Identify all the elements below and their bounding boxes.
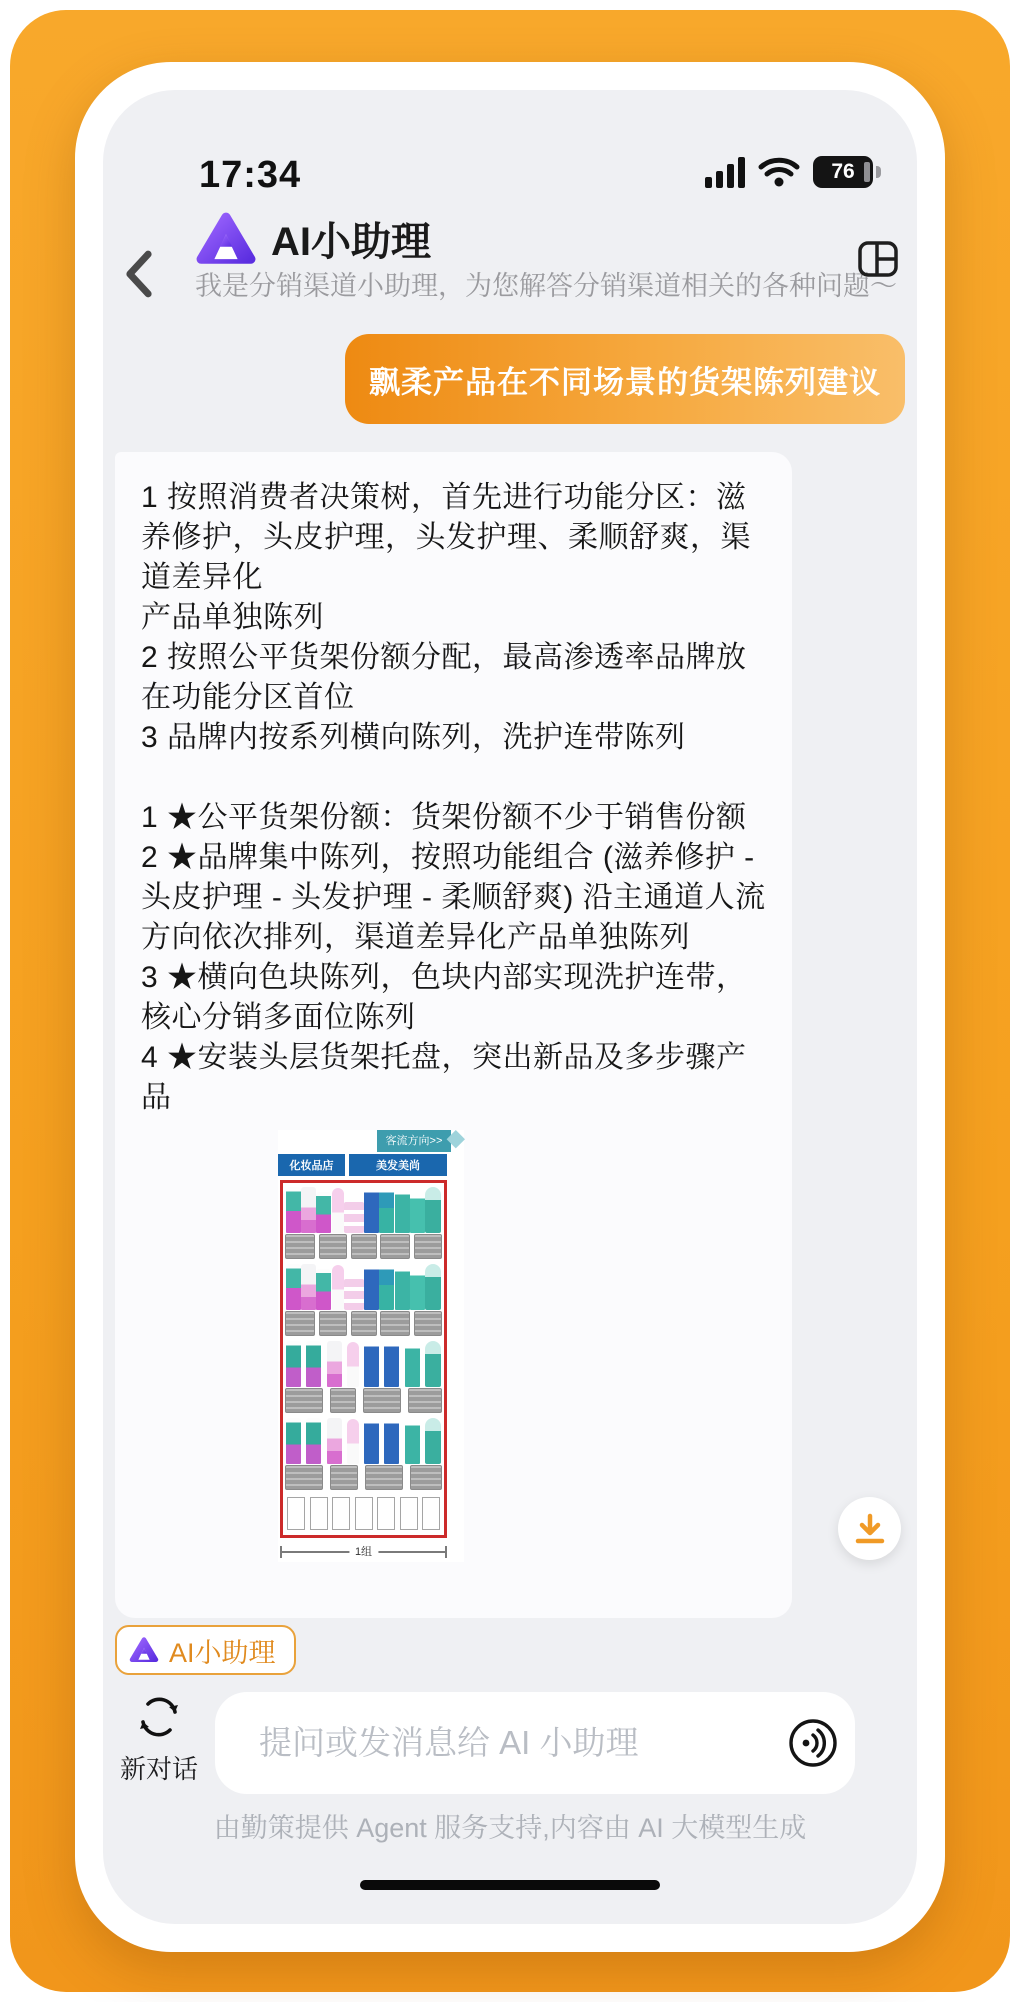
voice-input-icon[interactable] <box>787 1717 839 1769</box>
dimension-label: 1组 <box>349 1544 378 1560</box>
download-button[interactable] <box>838 1497 901 1560</box>
ai-paragraph: 4 ★安装头层货架托盘，突出新品及多步骤产品 <box>141 1041 747 1114</box>
ai-message-bubble <box>115 452 792 1618</box>
assistant-subtitle: 我是分销渠道小助理，为您解答分销渠道相关的各种问题～ <box>195 271 897 301</box>
new-chat-label: 新对话 <box>119 1754 198 1784</box>
status-bar <box>103 148 917 200</box>
shelf-product-row <box>285 1263 442 1310</box>
home-indicator[interactable] <box>360 1880 660 1890</box>
message-input[interactable] <box>259 1692 739 1794</box>
ai-paragraph: 产品单独陈列 <box>141 601 324 634</box>
ai-paragraph: 3 品牌内按系列横向陈列，洗护连带陈列 <box>141 721 686 754</box>
phone-frame <box>75 62 945 1952</box>
service-disclaimer: 由勤策提供 Agent 服务支持,内容由 AI 大模型生成 <box>213 1813 807 1843</box>
user-message-text: 飘柔产品在不同场景的货架陈列建议 <box>369 364 881 400</box>
assistant-logo-icon <box>129 1636 159 1664</box>
shelf-label-row <box>285 1311 442 1338</box>
flow-direction-banner <box>377 1130 451 1152</box>
shelf-grid <box>280 1180 447 1538</box>
assistant-badge <box>115 1625 296 1675</box>
shelf-product-row <box>285 1340 442 1387</box>
chat-header <box>103 202 917 302</box>
shelf-product-row <box>285 1417 442 1464</box>
wifi-icon <box>758 156 800 188</box>
section-header-cosmetics-store: 化妆品店 <box>278 1154 345 1176</box>
section-header-hair-beauty: 美发美尚 <box>349 1154 447 1176</box>
new-chat-refresh-icon <box>136 1694 182 1740</box>
planogram-image[interactable] <box>278 1130 464 1562</box>
battery-icon <box>813 156 873 188</box>
ai-paragraph: 1 ★公平货架份额：货架份额不少于销售份额 <box>141 801 747 834</box>
shelf-label-row <box>285 1465 442 1492</box>
ai-paragraph: 3 ★横向色块陈列，色块内部实现洗护连带，核心分销多面位陈列 <box>141 961 747 1034</box>
flow-arrowhead <box>447 1130 465 1148</box>
ai-paragraph: 2 ★品牌集中陈列，按照功能组合 (滋养修护 - 头皮护理 - 头发护理 - 柔顺舒爽) 沿主通道人流方向依次排列，渠道差异化产品单独陈列 <box>141 841 766 954</box>
shelf-empty-row <box>285 1497 442 1530</box>
page-title: AI小助理 <box>271 220 431 264</box>
phone-screen <box>103 90 917 1924</box>
download-icon <box>853 1512 887 1546</box>
back-chevron-icon[interactable] <box>119 248 159 300</box>
battery-percent: 76 <box>831 160 855 183</box>
assistant-badge-label: AI小助理 <box>169 1637 276 1668</box>
message-input-container <box>215 1692 855 1794</box>
ai-paragraph: 2 按照公平货架份额分配，最高渗透率品牌放在功能分区首位 <box>141 641 747 714</box>
shelf-label-row <box>285 1388 442 1415</box>
ai-paragraph: 1 按照消费者决策树，首先进行功能分区：滋养修护，头皮护理，头发护理、柔顺舒爽，渠道差异化 <box>141 481 751 594</box>
cellular-signal-icon <box>705 156 745 188</box>
new-chat-button[interactable] <box>111 1694 207 1786</box>
assistant-logo-icon <box>195 210 257 268</box>
shelf-label-row <box>285 1234 442 1261</box>
flow-direction-label: 客流方向>> <box>385 1135 443 1147</box>
user-message-bubble <box>345 334 905 424</box>
clock: 17:34 <box>199 154 302 196</box>
shelf-product-row <box>285 1186 442 1233</box>
dimension-annotation <box>280 1544 447 1560</box>
layout-panels-icon[interactable] <box>853 234 903 284</box>
